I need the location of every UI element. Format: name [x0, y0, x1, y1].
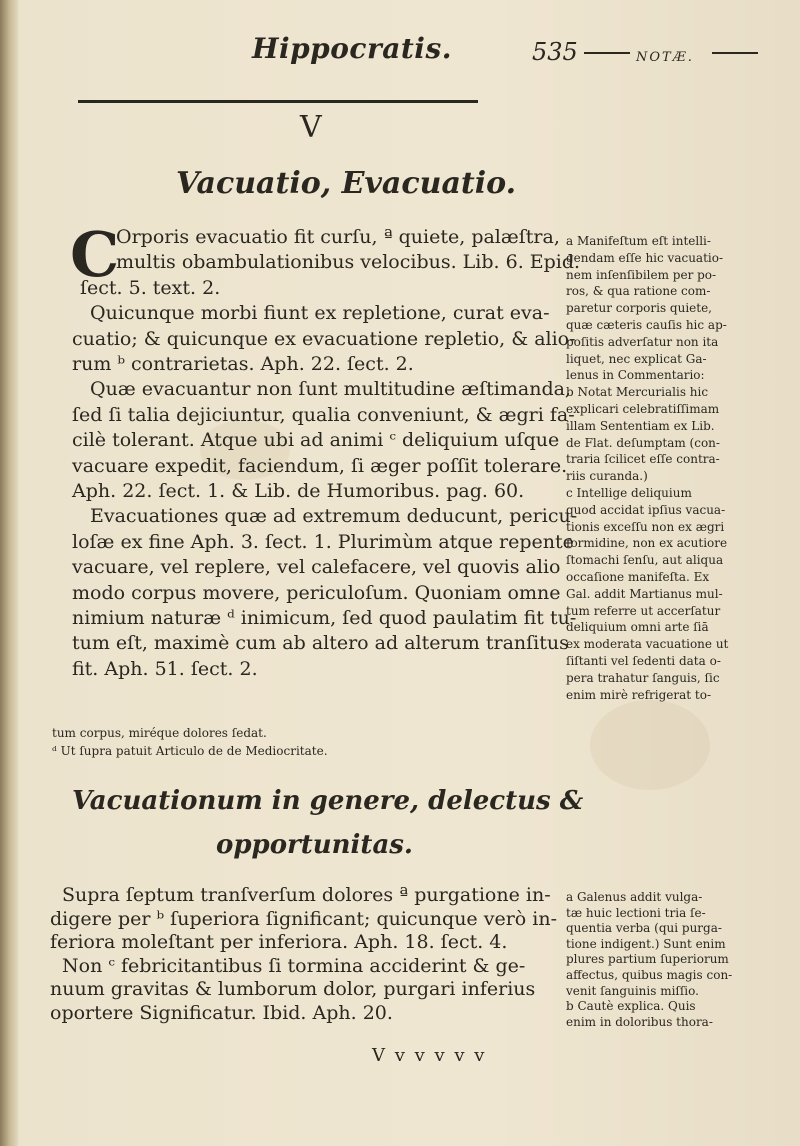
text-line: oportere Significatur. Ibid. Aph. 20. [50, 1002, 393, 1024]
text-line: nuum gravitas & lumborum dolor, purgari inferius [50, 978, 536, 1001]
margin-note-line: de Flat. deſumptam (con- [566, 435, 720, 450]
text-line: ſect. 5. text. 2. [80, 276, 221, 299]
margin-note-line: quentia verba (qui purga- [566, 921, 722, 936]
margin-note-line: quæ cæteris cauſis hic ap- [566, 318, 727, 332]
header-rule [78, 100, 478, 103]
footnote-line: ᵈ Ut ſupra patuit Articulo de de Mediocritate. [52, 744, 328, 758]
margin-note-line: deliquium omni arte ſiā [566, 620, 709, 635]
margin-note-line: tionis exceſſu non ex ægri [566, 519, 725, 534]
margin-note-line: formidine, non ex acutiore [566, 536, 728, 551]
text-line: Orporis evacuatio fit curſu, ª quiete, palæſtra, [116, 226, 560, 248]
margin-note-line: ſtomachi ſenſu, aut aliqua [566, 553, 724, 568]
text-line: modo corpus movere, periculoſum. Quoniam omne [72, 581, 561, 604]
text-line: digere per ᵇ ſuperiora ſignificant; quicunque verò in- [50, 907, 557, 930]
margin-note-line: enim in doloribus thora- [566, 1014, 713, 1029]
text-line: rum ᵇ contrarietas. Aph. 22. ſect. 2. [72, 353, 414, 375]
margin-note-line: a Galenus addit vulga- [566, 890, 703, 904]
text-line: loſæ ex fine Aph. 3. ſect. 1. Plurimùm atque repente [72, 530, 574, 553]
footnote-line: tum corpus, miréque dolores ſedat. [52, 726, 267, 740]
text-line: multis obambulationibus velocibus. Lib. 6. Epid. [116, 251, 581, 274]
margin-note-line: riis curanda.) [566, 469, 648, 484]
margin-note-line: venit ſanguinis miſſio. [566, 983, 699, 998]
paper-stain [590, 700, 710, 790]
section-title: Vacuatio, Evacuatio. [176, 166, 517, 201]
margin-note-line: paretur corporis quiete, [566, 301, 712, 316]
margin-note-line: gendam eſſe hic vacuatio- [566, 250, 724, 265]
text-line: Evacuationes quæ ad extremum deducunt, pericu- [90, 505, 578, 528]
text-line: vacuare, vel replere, vel calefacere, vel quovis alio [72, 556, 561, 579]
text-line: cuatio; & quicunque ex evacuatione repletio, & alio- [72, 327, 576, 350]
text-line: tum eſt, maximè cum ab altero ad alterum tranſitus [72, 632, 569, 655]
text-line: ſed ſi talia dejiciuntur, qualia conveniunt, & ægri fa- [72, 403, 575, 426]
margin-note-line: a Manifeſtum eſt intelli- [566, 234, 711, 248]
text-line: cilè tolerant. Atque ubi ad animi ᶜ deliquium uſque [72, 429, 560, 452]
header-dash [712, 52, 758, 54]
margin-note-line: poſitis adverſatur non ita [566, 334, 719, 349]
text-line: nimium naturæ ᵈ inimicum, ſed quod paulatim fit tu- [72, 607, 577, 629]
text-line: Non ᶜ febricitantibus ſi tormina acciderint & ge- [62, 954, 526, 977]
margin-note-line: lenus in Commentario: [566, 368, 705, 383]
signature-mark: V v v v v v [372, 1045, 487, 1066]
header-dash [584, 52, 630, 54]
margin-note-line: tione indigent.) Sunt enim [566, 936, 726, 951]
margin-note-line: b Notat Mercurialis hic [566, 385, 709, 400]
margin-note-line: tæ huic lectioni tria ſe- [566, 905, 706, 920]
margin-note-line: ſiſtanti vel ſedenti data o- [566, 654, 721, 668]
page-spine-shadow [0, 0, 18, 1146]
drop-cap: C [70, 218, 120, 291]
section-letter: V [300, 110, 322, 145]
margin-note-line: tum referre ut accerſatur [566, 603, 721, 618]
text-line: Supra ſeptum tranſverſum dolores ª purgatione in- [62, 884, 551, 906]
running-head: Hippocratis. [252, 32, 452, 65]
page-number: 535 [532, 38, 578, 66]
margin-note-line: liquet, nec explicat Ga- [566, 351, 707, 366]
margin-note-line: b Cautè explica. Quis [566, 999, 696, 1014]
margin-note-line: pera trahatur ſanguis, ſic [566, 670, 720, 685]
subsection-title-line1: Vacuationum in genere, delectus & [72, 786, 584, 816]
text-line: Quæ evacuantur non ſunt multitudine æſtimanda, [90, 378, 571, 401]
margin-note-line: Gal. addit Martianus mul- [566, 586, 723, 601]
text-line: fit. Aph. 51. ſect. 2. [72, 657, 258, 680]
notae-label: NOTÆ. [636, 50, 694, 65]
margin-note-line: illam Sententiam ex Lib. [566, 418, 715, 433]
margin-note-line: nem inſenſibilem per po- [566, 267, 717, 282]
margin-note-line: traria ſcilicet eſſe contra- [566, 452, 720, 467]
margin-note-line: occaſione manifeſta. Ex [566, 570, 710, 584]
margin-note-line: quod accidat ipſius vacua- [566, 502, 726, 517]
text-line: feriora moleſtant per inferiora. Aph. 18. ſect. 4. [50, 931, 508, 954]
margin-note-line: ros, & qua ratione com- [566, 284, 711, 299]
margin-note-line: affectus, quibus magis con- [566, 968, 733, 982]
margin-note-line: c Intellige deliquium [566, 486, 692, 500]
text-line: Aph. 22. ſect. 1. & Lib. de Humoribus. pag. 60. [72, 480, 525, 502]
text-line: vacuare expedit, faciendum, ſi æger poſſit tolerare. [72, 454, 568, 477]
subsection-title-line2: opportunitas. [216, 830, 413, 860]
text-line: Quicunque morbi fiunt ex repletione, curat eva- [90, 302, 550, 325]
margin-note-line: enim mirè refrigerat to- [566, 687, 711, 702]
margin-note-line: ex moderata vacuatione ut [566, 637, 729, 652]
margin-note-line: explicari celebratiſſimam [566, 402, 720, 416]
margin-note-line: plures partium ſuperiorum [566, 952, 729, 967]
